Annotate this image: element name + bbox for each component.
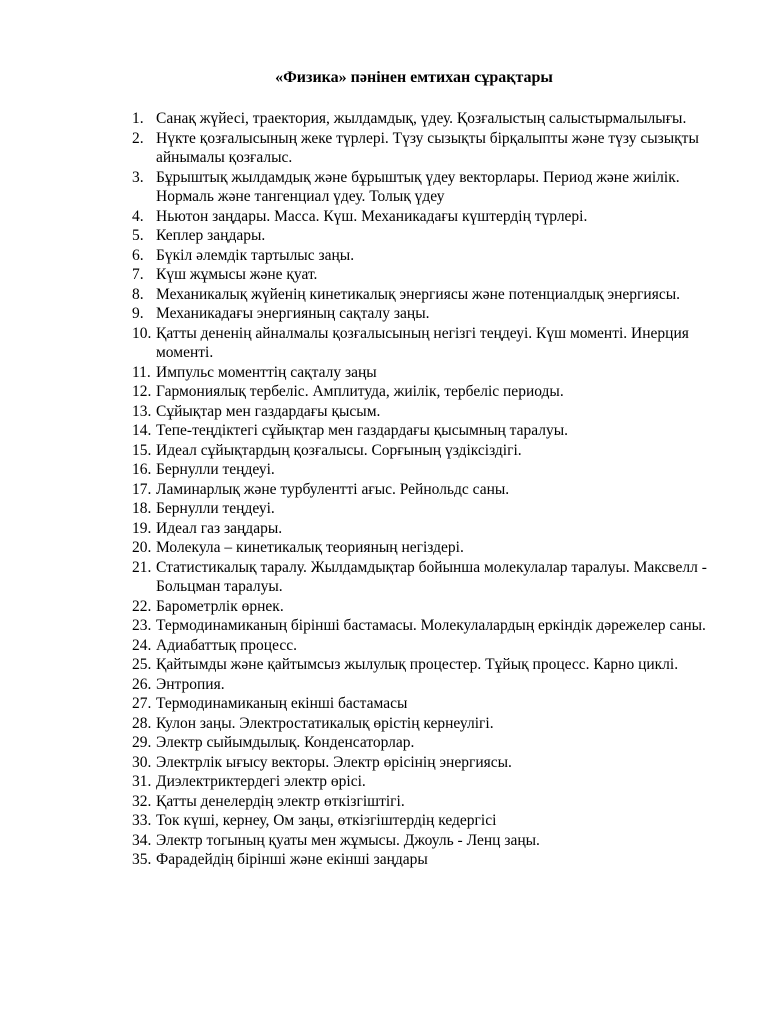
question-text: Санақ жүйесі, траектория, жылдамдық, үдеу. Қозғалыстың салыстырмалылығы. xyxy=(156,110,687,127)
list-item xyxy=(132,655,722,675)
list-item xyxy=(132,616,722,636)
list-item xyxy=(132,402,722,422)
question-text: Импульс моменттің сақталу заңы xyxy=(156,363,377,381)
question-number: 25. xyxy=(132,656,152,673)
list-item xyxy=(132,597,722,617)
question-number: 17. xyxy=(132,480,152,498)
question-number: 5. xyxy=(132,227,144,244)
question-number: 30. xyxy=(132,753,152,771)
question-text: Ньютон заңдары. Масса. Күш. Механикадағы күштердің түрлері. xyxy=(156,207,588,225)
list-item xyxy=(132,792,722,812)
question-number: 28. xyxy=(132,714,152,732)
question-text: Бүкіл әлемдік тартылыс заңы. xyxy=(156,246,355,264)
question-number: 3. xyxy=(132,168,144,186)
question-number: 16. xyxy=(132,461,152,478)
question-number: 13. xyxy=(132,402,152,420)
list-item xyxy=(132,129,722,168)
question-text: Молекула – кинетикалық теорияның негіздері. xyxy=(156,539,464,556)
question-number: 27. xyxy=(132,695,152,712)
list-item xyxy=(132,421,722,441)
question-number: 21. xyxy=(132,558,152,576)
list-item xyxy=(132,285,722,305)
question-number: 8. xyxy=(132,285,144,303)
list-item xyxy=(132,558,722,597)
list-item xyxy=(132,246,722,266)
question-number: 10. xyxy=(132,324,152,342)
question-text: Термодинамиканың екінші бастамасы xyxy=(156,695,408,712)
list-item xyxy=(132,636,722,656)
question-text: Кулон заңы. Электростатикалық өрістің кернеулігі. xyxy=(156,714,494,732)
question-number: 33. xyxy=(132,812,152,829)
question-text: Күш жұмысы және қуат. xyxy=(156,266,318,283)
question-number: 12. xyxy=(132,383,152,400)
question-number: 7. xyxy=(132,266,144,283)
list-item xyxy=(132,675,722,695)
list-item xyxy=(132,304,722,324)
question-number: 23. xyxy=(132,617,152,634)
question-number: 31. xyxy=(132,773,152,790)
list-item xyxy=(132,168,722,207)
list-item xyxy=(132,363,722,383)
list-item xyxy=(132,480,722,500)
list-item xyxy=(132,772,722,792)
question-number: 14. xyxy=(132,422,152,439)
question-text: Термодинамиканың бірінші бастамасы. Молекулалардың еркіндік дәрежелер саны. xyxy=(156,617,706,634)
question-text: Қатты дененің айналмалы қозғалысының негізгі теңдеуі. Күш моменті. Инерция моменті. xyxy=(156,324,689,361)
question-number: 15. xyxy=(132,441,152,459)
list-item xyxy=(132,850,722,870)
list-item xyxy=(132,441,722,461)
question-number: 6. xyxy=(132,246,144,264)
question-text: Электр сыйымдылық. Конденсаторлар. xyxy=(156,734,415,751)
question-text: Идеал газ заңдары. xyxy=(156,519,283,537)
question-text: Механикалық жүйенің кинетикалық энергиясы және потенциалдық энергиясы. xyxy=(156,285,681,303)
question-number: 19. xyxy=(132,519,152,537)
question-text: Электр тогының қуаты мен жұмысы. Джоуль - Ленц заңы. xyxy=(156,831,540,849)
question-text: Нүкте қозғалысының жеке түрлері. Түзу сызықты бірқалыпты және түзу сызықты айнымалы қозғалыс. xyxy=(156,129,699,166)
question-text: Қайтымды және қайтымсыз жылулық процестер. Тұйық процесс. Карно циклі. xyxy=(156,656,679,673)
question-number: 26. xyxy=(132,675,152,693)
question-text: Тепе-теңдіктегі сұйықтар мен газдардағы қысымның таралуы. xyxy=(156,422,569,439)
question-text: Кеплер заңдары. xyxy=(156,227,266,244)
question-text: Фарадейдің бірінші және екінші заңдары xyxy=(156,851,428,868)
question-text: Статистикалық таралу. Жылдамдықтар бойынша молекулалар таралуы. Максвелл - Больцман таралуы. xyxy=(156,558,707,595)
list-item xyxy=(132,324,722,363)
question-number: 4. xyxy=(132,207,144,225)
question-number: 24. xyxy=(132,636,152,654)
question-text: Қатты денелердің электр өткізгіштігі. xyxy=(156,792,405,810)
list-item xyxy=(132,460,722,480)
question-text: Механикадағы энергияның сақталу заңы. xyxy=(156,305,430,322)
list-item xyxy=(132,265,722,285)
page-title: «Физика» пәнінен емтихан сұрақтары xyxy=(275,69,553,86)
list-item xyxy=(132,753,722,773)
question-number: 35. xyxy=(132,851,152,868)
list-item xyxy=(132,499,722,519)
list-item xyxy=(132,538,722,558)
question-number: 22. xyxy=(132,597,152,615)
question-text: Ламинарлық және турбулентті ағыс. Рейнольдс саны. xyxy=(156,480,510,498)
list-item xyxy=(132,733,722,753)
question-text: Диэлектриктердегі электр өрісі. xyxy=(156,773,366,790)
list-item xyxy=(132,811,722,831)
question-text: Барометрлік өрнек. xyxy=(156,597,284,615)
question-text: Сұйықтар мен газдардағы қысым. xyxy=(156,402,381,420)
question-text: Бернулли теңдеуі. xyxy=(156,500,275,517)
list-item xyxy=(132,207,722,227)
question-number: 1. xyxy=(132,110,144,127)
question-text: Ток күші, кернеу, Ом заңы, өткізгіштердің кедергісі xyxy=(156,812,497,829)
question-number: 2. xyxy=(132,129,144,147)
question-list xyxy=(132,109,722,870)
question-text: Идеал сұйықтардың қозғалысы. Сорғының үздіксіздігі. xyxy=(156,441,522,459)
list-item xyxy=(132,519,722,539)
question-text: Адиабаттық процесс. xyxy=(156,636,297,654)
question-number: 9. xyxy=(132,305,144,322)
list-item xyxy=(132,109,722,129)
question-text: Гармониялық тербеліс. Амплитуда, жиілік, тербеліс периоды. xyxy=(156,383,564,400)
question-number: 34. xyxy=(132,831,152,849)
question-number: 11. xyxy=(132,363,151,381)
question-text: Бернулли теңдеуі. xyxy=(156,461,275,478)
question-number: 29. xyxy=(132,734,152,751)
list-item xyxy=(132,831,722,851)
question-number: 20. xyxy=(132,539,152,556)
question-text: Бұрыштық жылдамдық және бұрыштық үдеу векторлары. Период және жиілік. Нормаль және тангенциал үдеу. Толық үдеу xyxy=(156,168,680,205)
list-item xyxy=(132,382,722,402)
question-text: Электрлік ығысу векторы. Электр өрісінің энергиясы. xyxy=(156,753,512,771)
list-item xyxy=(132,694,722,714)
list-item xyxy=(132,226,722,246)
question-text: Энтропия. xyxy=(156,675,225,693)
question-number: 32. xyxy=(132,792,152,810)
list-item xyxy=(132,714,722,734)
question-number: 18. xyxy=(132,500,152,517)
